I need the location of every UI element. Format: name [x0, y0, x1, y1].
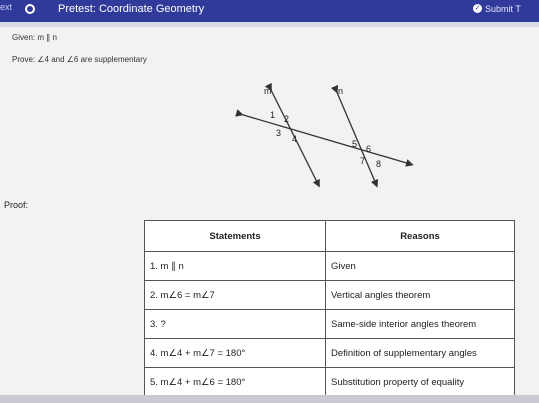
table-row	[145, 310, 515, 339]
page-title: Pretest: Coordinate Geometry	[58, 3, 205, 15]
statement-cell-missing[interactable]: 3. ?	[145, 310, 326, 339]
statements-header: Statements	[145, 221, 326, 252]
angle-8: 8	[376, 159, 382, 169]
table-row	[145, 368, 515, 397]
parallel-lines-diagram	[220, 80, 430, 195]
angle-6: 6	[366, 144, 372, 154]
previous-button[interactable]: ext	[0, 2, 13, 12]
statement-cell: 1. m ∥ n	[145, 252, 326, 281]
label-m: m	[264, 86, 272, 96]
label-n: n	[338, 86, 344, 96]
angle-4: 4	[292, 134, 298, 144]
reason-cell: Same-side interior angles theorem	[326, 310, 515, 339]
table-row	[145, 252, 515, 281]
line-n	[336, 90, 376, 184]
statement-cell: 5. m∠4 + m∠6 = 180°	[145, 368, 326, 397]
proof-label: Proof:	[4, 200, 29, 210]
bottom-bar	[0, 395, 539, 403]
transversal-line	[240, 114, 410, 164]
submit-button[interactable]	[474, 4, 521, 14]
statement-cell: 2. m∠6 = m∠7	[145, 281, 326, 310]
nav-circle-icon[interactable]	[25, 4, 35, 14]
reason-cell: Definition of supplementary angles	[326, 339, 515, 368]
proof-table	[144, 220, 515, 397]
table-header-row	[145, 221, 515, 252]
angle-7: 7	[360, 156, 366, 166]
angle-5: 5	[352, 139, 358, 149]
check-circle-icon: ✓	[474, 5, 481, 12]
angle-1: 1	[270, 110, 276, 120]
statement-cell: 4. m∠4 + m∠7 = 180°	[145, 339, 326, 368]
submit-label: Submit T	[485, 4, 521, 14]
reason-cell: Given	[326, 252, 515, 281]
given-statement: Given: m ∥ n	[12, 33, 57, 42]
prove-statement: Prove: ∠4 and ∠6 are supplementary	[12, 55, 147, 64]
table-row	[145, 281, 515, 310]
reason-cell: Vertical angles theorem	[326, 281, 515, 310]
top-bar	[0, 0, 539, 22]
reason-cell: Substitution property of equality	[326, 368, 515, 397]
header-divider	[0, 22, 539, 27]
angle-2: 2	[284, 114, 290, 124]
table-row	[145, 339, 515, 368]
reasons-header: Reasons	[326, 221, 515, 252]
angle-3: 3	[276, 128, 282, 138]
